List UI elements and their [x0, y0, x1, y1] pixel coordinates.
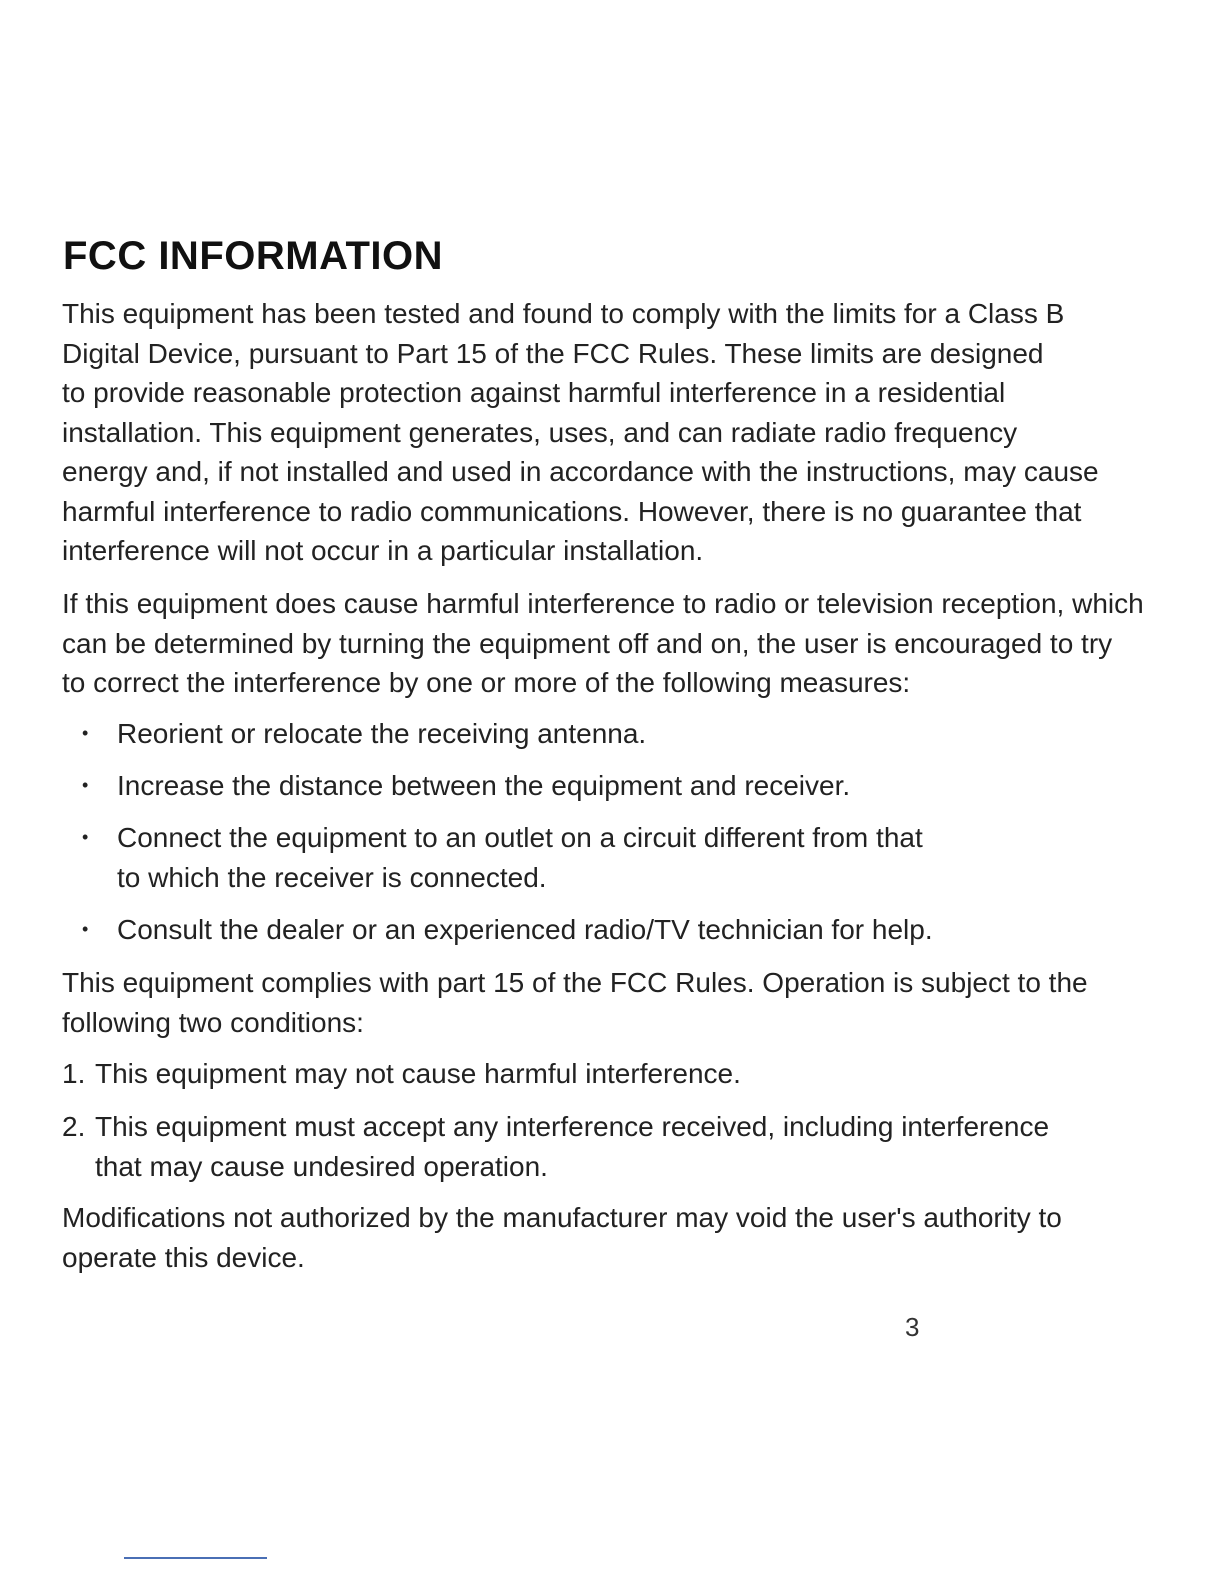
list-item-text: Reorient or relocate the receiving antenna.	[117, 718, 647, 749]
list-item-line: Connect the equipment to an outlet on a circuit different from that	[117, 822, 923, 853]
paragraph-line: energy and, if not installed and used in accordance with the instructions, may cause	[62, 456, 1099, 487]
paragraph-line: interference will not occur in a particular installation.	[62, 535, 704, 566]
condition-text: This equipment may not cause harmful interference.	[95, 1058, 741, 1089]
condition-number: 2.	[62, 1111, 86, 1142]
page-title: FCC INFORMATION	[63, 234, 444, 278]
paragraph-line: installation. This equipment generates, uses, and can radiate radio frequency	[62, 416, 1018, 448]
list-item-text	[117, 818, 923, 897]
paragraph-line: This equipment has been tested and found to comply with the limits for a Class B	[62, 298, 1065, 329]
bullet-icon: •	[82, 775, 89, 795]
paragraph-line: operate this device.	[62, 1241, 305, 1273]
paragraph-line: can be determined by turning the equipment off and on, the user is encouraged to try	[62, 627, 1113, 659]
paragraph-line: This equipment complies with part 15 of the FCC Rules. Operation is subject to the	[62, 967, 1088, 998]
intro-paragraph	[62, 294, 1099, 571]
condition-number: 1.	[62, 1058, 86, 1089]
bullet-icon: •	[82, 919, 89, 939]
bullet-icon: •	[82, 827, 89, 847]
page-number: 3	[905, 1312, 920, 1342]
paragraph-line: If this equipment does cause harmful interference to radio or television reception, which	[62, 588, 1144, 619]
measures-intro-paragraph	[62, 584, 1144, 703]
condition-line: that may cause undesired operation.	[95, 1150, 548, 1182]
paragraph-line: to correct the interference by one or more of the following measures:	[62, 667, 911, 698]
condition-text	[95, 1107, 1049, 1186]
modifications-paragraph	[62, 1198, 1062, 1277]
list-item-line: to which the receiver is connected.	[117, 861, 547, 893]
paragraph-line: to provide reasonable protection against harmful interference in a residential	[62, 377, 1006, 408]
footer-divider	[124, 1557, 267, 1559]
condition-line: This equipment must accept any interference received, including interference	[95, 1111, 1050, 1142]
paragraph-line: Modifications not authorized by the manufacturer may void the user's authority to	[62, 1202, 1062, 1233]
list-item-text: Consult the dealer or an experienced radio/TV technician for help.	[117, 914, 933, 945]
paragraph-line: Digital Device, pursuant to Part 15 of the FCC Rules. These limits are designed	[62, 337, 1044, 369]
bullet-icon: •	[82, 723, 89, 743]
paragraph-line: following two conditions:	[62, 1006, 364, 1038]
paragraph-line: harmful interference to radio communications. However, there is no guarantee that	[62, 495, 1082, 527]
list-item-text: Increase the distance between the equipment and receiver.	[117, 770, 851, 801]
compliance-paragraph	[62, 963, 1088, 1042]
